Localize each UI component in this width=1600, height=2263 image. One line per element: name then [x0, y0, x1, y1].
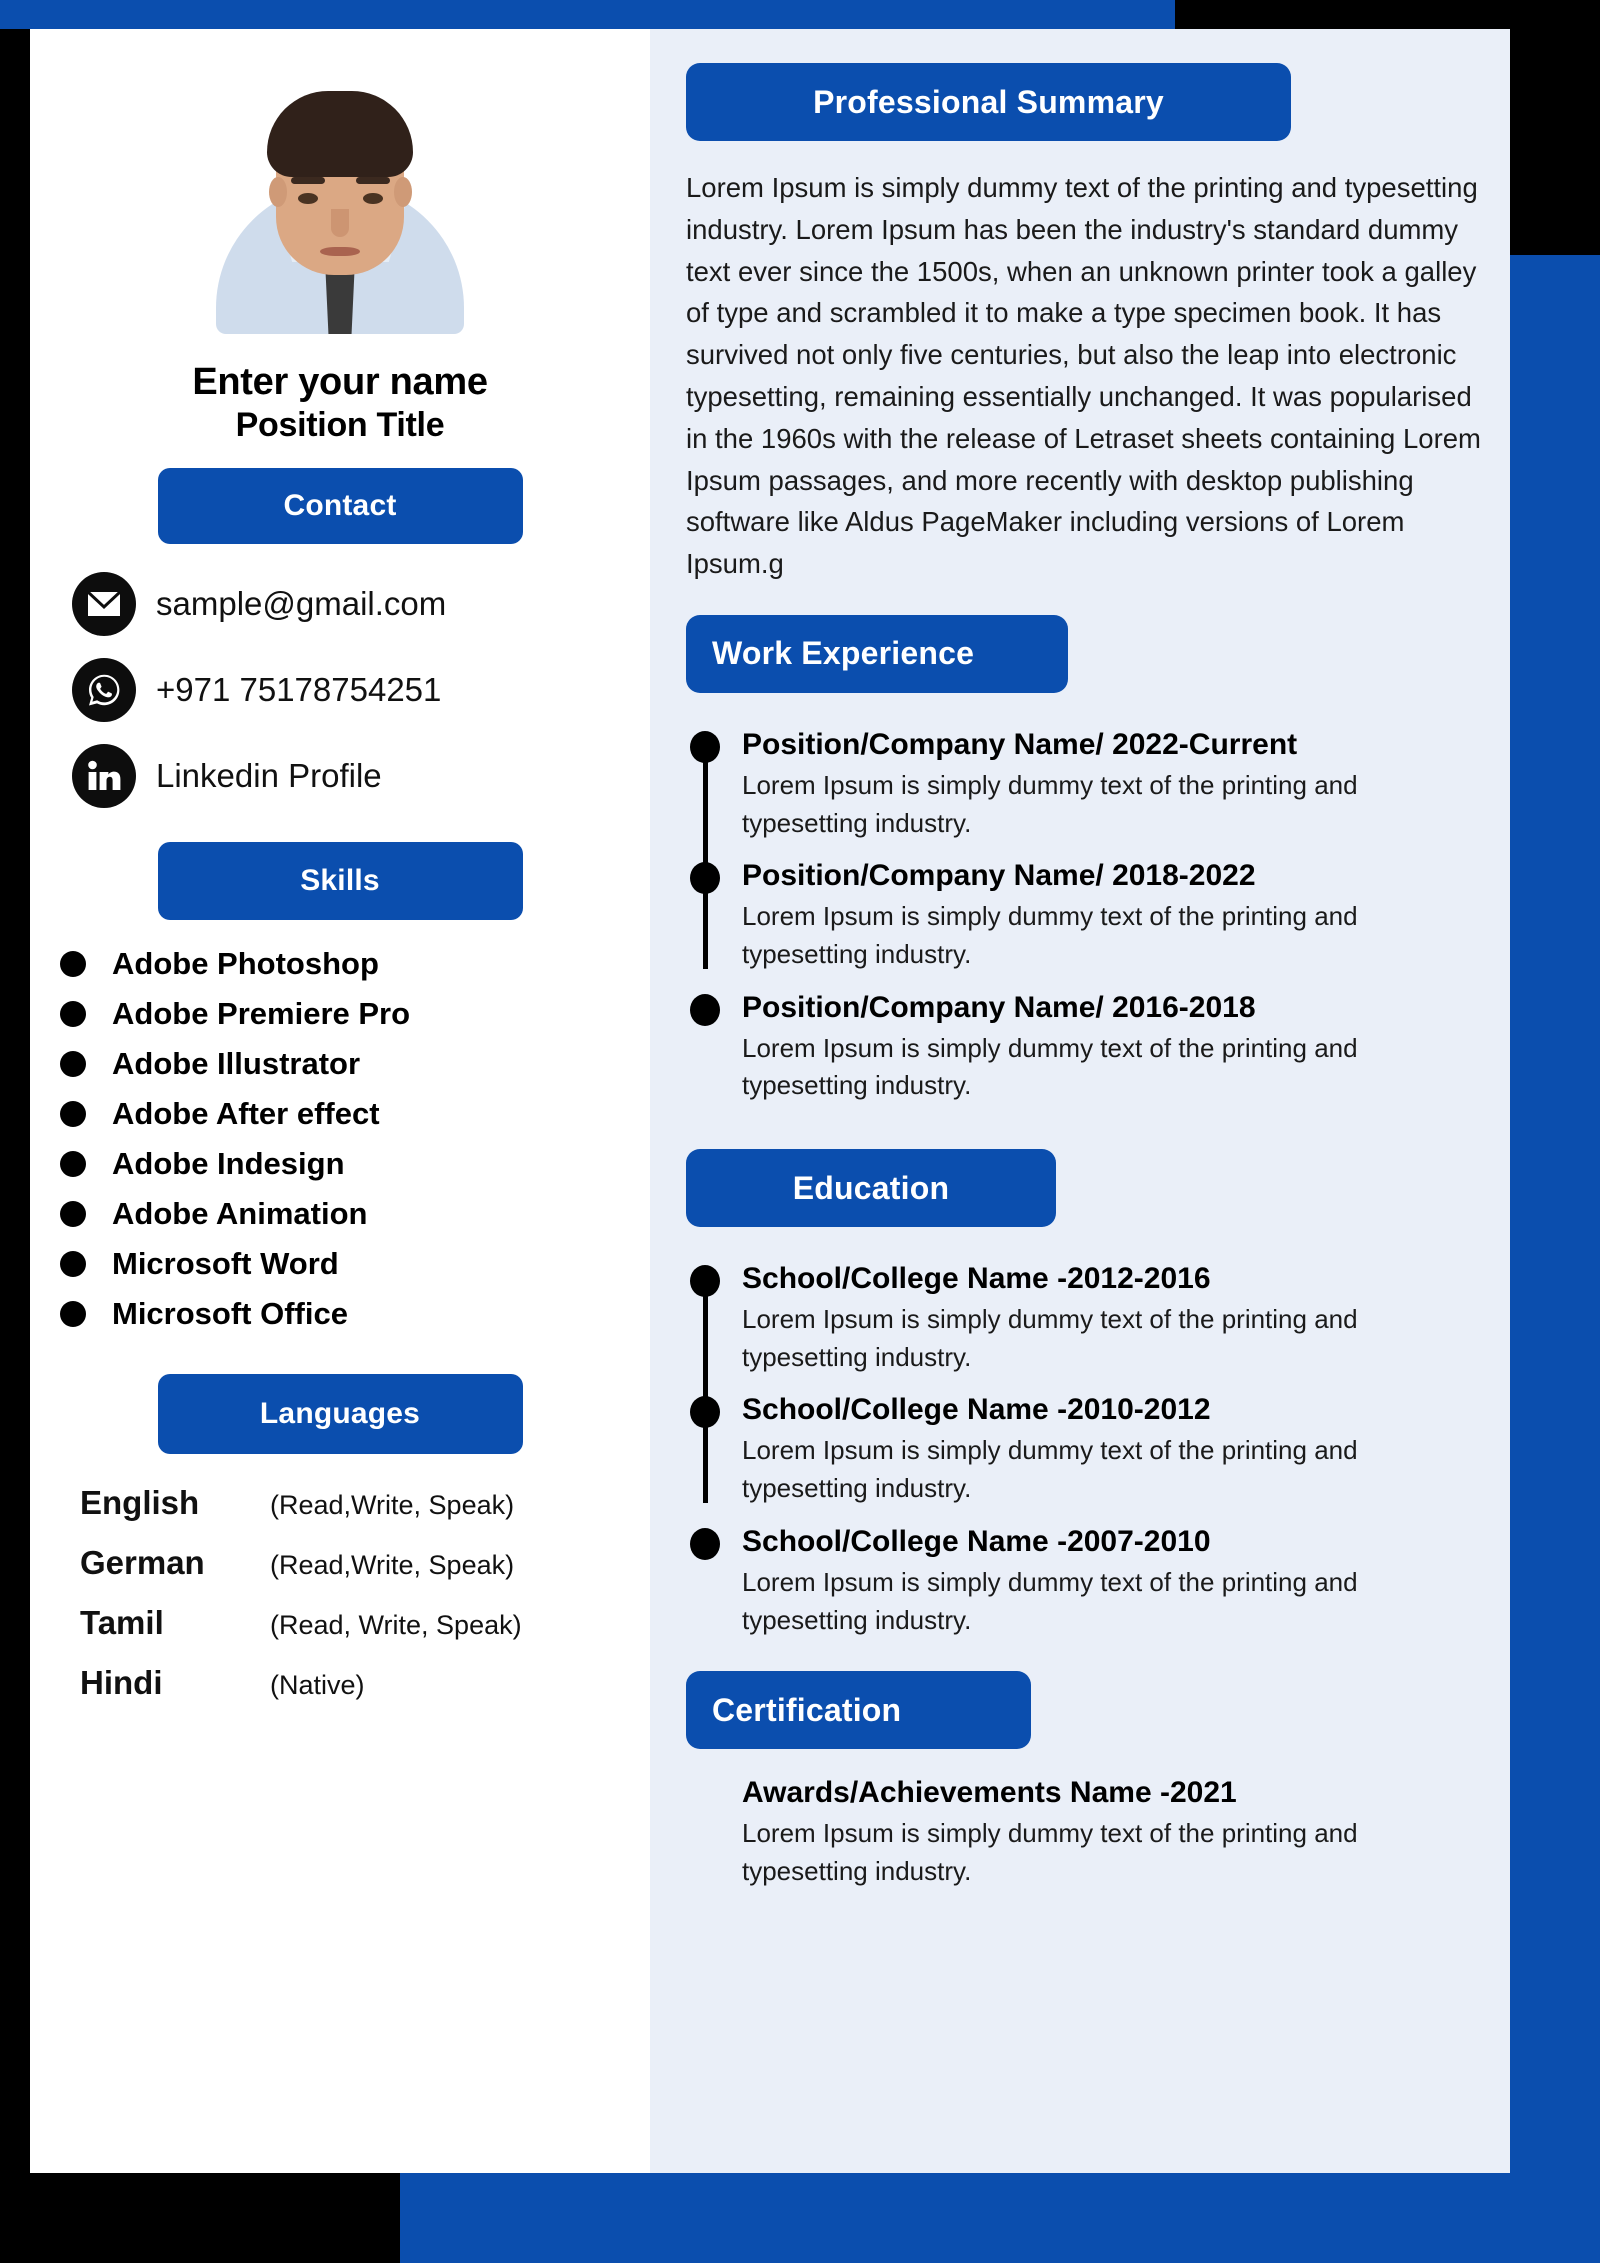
- language-name: Tamil: [80, 1603, 164, 1641]
- bullet-icon: [60, 951, 86, 977]
- education-timeline: [686, 1261, 1470, 1639]
- list-item: [80, 1544, 650, 1582]
- certification-item: [742, 1775, 1470, 1890]
- skill-label: Adobe Premiere Pro: [112, 995, 411, 1031]
- bullet-icon: [60, 1101, 86, 1127]
- education-item: [742, 1392, 1470, 1507]
- list-item: [80, 1664, 650, 1702]
- list-item: [60, 1196, 650, 1232]
- frame-right-black-bar: [1510, 0, 1600, 255]
- education-item: [742, 1261, 1470, 1376]
- whatsapp-icon: [72, 658, 136, 722]
- bullet-icon: [60, 1051, 86, 1077]
- languages-list: [80, 1484, 650, 1702]
- email-icon: [72, 572, 136, 636]
- position-title: Position Title: [235, 405, 445, 444]
- frame-top-blue-bar: [0, 0, 1175, 29]
- bullet-icon: [60, 1251, 86, 1277]
- timeline-dot-icon: [690, 1265, 720, 1297]
- frame-bottom-black-bar: [0, 2173, 400, 2263]
- education-item-title: School/College Name -2012-2016: [742, 1262, 1211, 1296]
- timeline-dot-icon: [690, 1396, 720, 1428]
- profile-photo: [213, 69, 468, 334]
- certification-heading: Certification: [686, 1671, 1031, 1749]
- list-item: [80, 1604, 650, 1642]
- list-item: [60, 1146, 650, 1182]
- name-block: [30, 360, 650, 446]
- candidate-name: Enter your name: [192, 361, 488, 403]
- contact-list: [72, 572, 650, 808]
- certification-item-title: Awards/Achievements Name -2021: [742, 1776, 1237, 1810]
- bullet-icon: [60, 1201, 86, 1227]
- contact-section-heading: Contact: [158, 468, 523, 544]
- work-experience-item: [742, 990, 1470, 1105]
- professional-summary-text: Lorem Ipsum is simply dummy text of the printing and typesetting industry. Lorem Ipsum has been the industry's standard dummy text ever since the 1500s, when an unknown printer took a galley of type and scrambled it to make a type specimen book. It has survived not only five centuries, but also the leap into electronic typesetting, remaining essentially unchanged. It was popularised in the 1960s with the release of Letraset sheets containing Lorem Ipsum passages, and more recently with desktop publishing software like Aldus PageMaker including versions of Lorem Ipsum.g: [686, 172, 1481, 580]
- list-item: [60, 1296, 650, 1332]
- bullet-icon: [60, 1301, 86, 1327]
- linkedin-icon: [72, 744, 136, 808]
- certification-list: [686, 1775, 1470, 1890]
- bullet-icon: [60, 1001, 86, 1027]
- frame-right-blue-bar: [1510, 255, 1600, 2263]
- list-item: [80, 1484, 650, 1522]
- education-item-desc: Lorem Ipsum is simply dummy text of the printing and typesetting industry.: [742, 1304, 1358, 1372]
- skill-label: Adobe After effect: [112, 1095, 380, 1131]
- education-item-desc: Lorem Ipsum is simply dummy text of the printing and typesetting industry.: [742, 1566, 1358, 1635]
- sidebar: [30, 29, 650, 2173]
- work-experience-heading: Work Experience: [686, 615, 1068, 693]
- list-item: [60, 1046, 650, 1082]
- work-item-desc: Lorem Ipsum is simply dummy text of the printing and typesetting industry.: [742, 1032, 1358, 1101]
- work-item-title: Position/Company Name/ 2016-2018: [742, 990, 1256, 1024]
- work-item-desc: Lorem Ipsum is simply dummy text of the printing and typesetting industry.: [742, 901, 1358, 970]
- language-level: (Read,Write, Speak): [270, 1489, 515, 1520]
- contact-item-email[interactable]: [72, 572, 650, 636]
- skill-label: Microsoft Office: [112, 1295, 348, 1331]
- list-item: [60, 1096, 650, 1132]
- bullet-icon: [60, 1151, 86, 1177]
- timeline-dot-icon: [690, 1528, 720, 1560]
- work-item-desc: Lorem Ipsum is simply dummy text of the printing and typesetting industry.: [742, 769, 1358, 838]
- timeline-line: [703, 1275, 708, 1503]
- language-name: Hindi: [80, 1663, 163, 1701]
- education-item-title: School/College Name -2007-2010: [742, 1524, 1211, 1558]
- main-panel: [650, 29, 1510, 2173]
- language-level: (Read,Write, Speak): [270, 1549, 515, 1580]
- resume-sheet: [30, 29, 1510, 2173]
- professional-summary-heading: Professional Summary: [686, 63, 1291, 141]
- work-item-title: Position/Company Name/ 2018-2022: [742, 859, 1256, 893]
- contact-phone-value: +971 75178754251: [156, 670, 442, 708]
- contact-item-whatsapp[interactable]: [72, 658, 650, 722]
- timeline-dot-icon: [690, 862, 720, 894]
- education-heading: Education: [686, 1149, 1056, 1227]
- education-item: [742, 1524, 1470, 1639]
- timeline-line: [703, 741, 708, 969]
- contact-linkedin-value: Linkedin Profile: [156, 756, 382, 794]
- languages-section-heading: Languages: [158, 1374, 523, 1454]
- language-level: (Native): [270, 1669, 365, 1700]
- timeline-dot-icon: [690, 994, 720, 1026]
- skills-section-heading: Skills: [158, 842, 523, 920]
- education-item-desc: Lorem Ipsum is simply dummy text of the printing and typesetting industry.: [742, 1435, 1358, 1504]
- work-experience-timeline: [686, 727, 1470, 1105]
- skill-label: Adobe Animation: [112, 1195, 368, 1231]
- work-item-title: Position/Company Name/ 2022-Current: [742, 727, 1298, 761]
- skill-label: Microsoft Word: [112, 1245, 339, 1281]
- list-item: [60, 1246, 650, 1282]
- skill-label: Adobe Indesign: [112, 1145, 345, 1181]
- certification-item-desc: Lorem Ipsum is simply dummy text of the printing and typesetting industry.: [742, 1818, 1358, 1886]
- skill-label: Adobe Photoshop: [112, 945, 379, 981]
- skills-list: [60, 946, 650, 1332]
- contact-item-linkedin[interactable]: [72, 744, 650, 808]
- work-experience-item: [742, 727, 1470, 842]
- language-level: (Read, Write, Speak): [270, 1609, 522, 1640]
- education-item-title: School/College Name -2010-2012: [742, 1393, 1211, 1427]
- frame-left-black-bar: [0, 29, 30, 2263]
- list-item: [60, 946, 650, 982]
- frame-bottom-blue-bar: [400, 2173, 1600, 2263]
- list-item: [60, 996, 650, 1032]
- skill-label: Adobe Illustrator: [112, 1045, 361, 1081]
- contact-email-value: sample@gmail.com: [156, 584, 447, 622]
- timeline-dot-icon: [690, 731, 720, 763]
- language-name: English: [80, 1483, 200, 1521]
- work-experience-item: [742, 858, 1470, 973]
- profile-photo-container: [30, 69, 650, 334]
- language-name: German: [80, 1543, 205, 1581]
